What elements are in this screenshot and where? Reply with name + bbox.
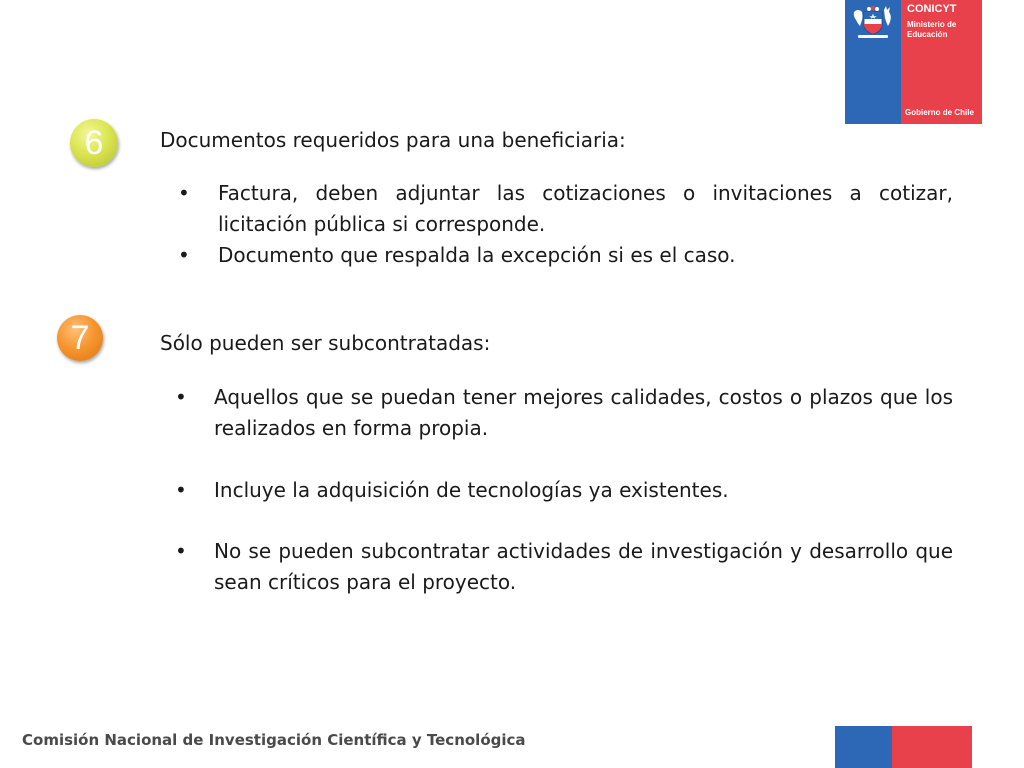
footer-flag-bar bbox=[835, 726, 972, 768]
list-item-text: Factura, deben adjuntar las cotizaciones o invitaciones a cotizar, licitación pública si corresponde. bbox=[218, 181, 953, 236]
bullet-icon: • bbox=[178, 181, 190, 205]
list-item bbox=[175, 536, 953, 598]
list-item bbox=[175, 475, 953, 506]
section-heading-7: Sólo pueden ser subcontratadas: bbox=[160, 331, 491, 355]
list-item bbox=[178, 178, 953, 240]
logo-blue-panel bbox=[845, 0, 901, 124]
list-item bbox=[175, 382, 953, 444]
bullet-icon: • bbox=[175, 478, 187, 502]
section-number-7: 7 bbox=[57, 315, 103, 361]
list-item-text: Documento que respalda la excepción si es el caso. bbox=[218, 243, 736, 267]
logo-red-panel bbox=[901, 0, 982, 124]
bullet-icon: • bbox=[178, 243, 190, 267]
logo-government: Gobierno de Chile bbox=[905, 108, 974, 117]
logo-ministry: Ministerio de Educación bbox=[907, 20, 957, 39]
list-item-text: Incluye la adquisición de tecnologías ya existentes. bbox=[214, 478, 729, 502]
section-heading-6: Documentos requeridos para una beneficiaria: bbox=[160, 128, 626, 152]
bullet-icon: • bbox=[175, 539, 187, 563]
list-item-text: Aquellos que se puedan tener mejores calidades, costos o plazos que los realizados en forma propia. bbox=[214, 385, 953, 440]
logo-name: CONICYT bbox=[907, 3, 957, 15]
footer-flag-blue bbox=[835, 726, 892, 768]
footer-organization-name: Comisión Nacional de Investigación Científica y Tecnológica bbox=[22, 731, 526, 749]
bullet-icon: • bbox=[175, 385, 187, 409]
list-item-text: No se pueden subcontratar actividades de investigación y desarrollo que sean críticos para el proyecto. bbox=[214, 539, 953, 594]
list-item bbox=[178, 240, 953, 271]
section-number-6: 6 bbox=[70, 119, 118, 167]
chile-coat-of-arms-icon bbox=[850, 4, 896, 40]
conicyt-logo bbox=[845, 0, 982, 124]
footer-flag-red bbox=[892, 726, 972, 768]
